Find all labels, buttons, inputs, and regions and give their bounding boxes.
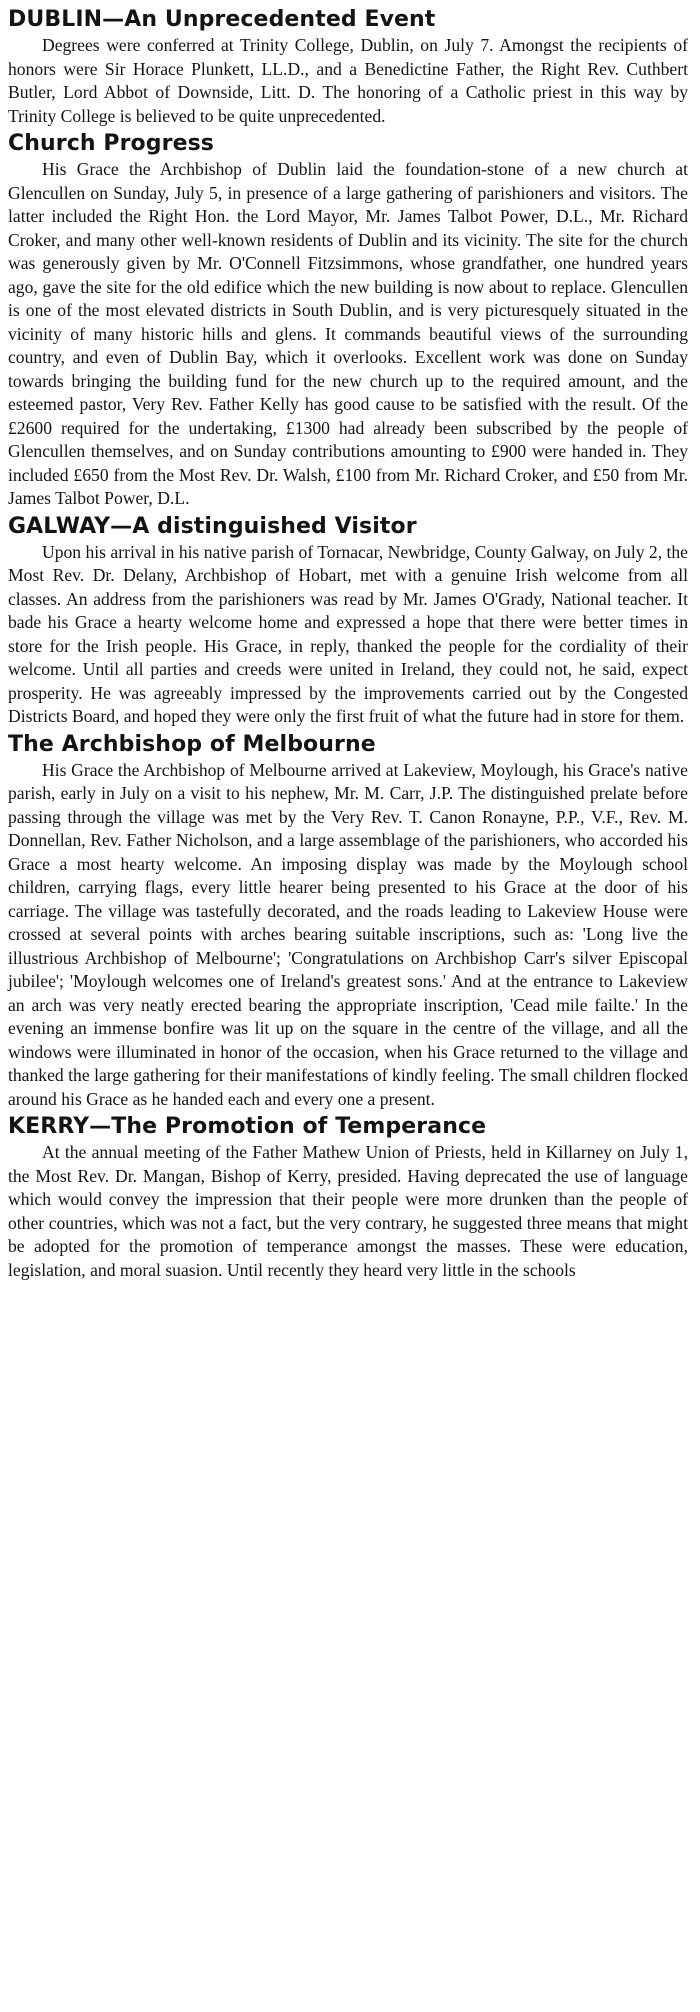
article-body: At the annual meeting of the Father Mathew Union of Priests, held in Killarney on July 1, the Most Rev. Dr. Mangan, Bishop of Kerry, presided. Having deprecated the use of language which would convey the impression that their people were more drunken than the people of other countries, which was not a fact, but the very contrary, he suggested three means that might be adopted for the promotion of temperance amongst the masses. These were education, legislation, and moral suasion. Until recently they heard very little in the schools: [8, 1142, 688, 1280]
article-heading: Church Progress: [8, 131, 214, 156]
article-dublin: [8, 6, 688, 128]
article-archbishop-melbourne: [8, 731, 688, 1112]
article-heading: KERRY—The Promotion of Temperance: [8, 1114, 487, 1139]
article-body: His Grace the Archbishop of Melbourne arrived at Lakeview, Moylough, his Grace's native parish, early in July on a visit to his nephew, Mr. M. Carr, J.P. The distinguished prelate before passing through the village was met by the Very Rev. T. Canon Ronayne, P.P., V.F., Rev. M. Donnellan, Rev. Father Nicholson, and a large assemblage of the parishioners, who accorded his Grace a most hearty welcome. An imposing display was made by the Moylough school children, carrying flags, every little hearer being presented to his Grace at the door of his carriage. The village was tastefully decorated, and the roads leading to Lakeview House were crossed at several points with arches bearing suitable inscriptions, such as: 'Long live the illustrious Archbishop of Melbourne'; 'Congratulations on Archbishop Carr's silver Episcopal jubilee'; 'Moylough welcomes one of Ireland's greatest sons.' And at the entrance to Lakeview an arch was very neatly erected bearing the appropriate inscription, 'Cead mile failte.' In the evening an immense bonfire was lit up on the square in the centre of the village, and all the windows were illuminated in honor of the occasion, when his Grace returned to the village and thanked the large gathering for their manifestations of kindly feeling. The small children flocked around his Grace as he handed each and every one a present.: [8, 759, 688, 1109]
article-heading: The Archbishop of Melbourne: [8, 731, 376, 757]
article-heading: GALWAY—A distinguished Visitor: [8, 513, 417, 539]
article-church-progress: [8, 130, 688, 511]
article-body: Upon his arrival in his native parish of Tornacar, Newbridge, County Galway, on July 2, the Most Rev. Dr. Delany, Archbishop of Hobart, met with a genuine Irish welcome from all classes. An address from the parishioners was read by Mr. James O'Grady, National teacher. It bade his Grace a hearty welcome home and expressed a hope that there were better times in store for the Irish people. His Grace, in reply, thanked the people for the cordiality of their welcome. Until all parties and creeds were united in Ireland, they could not, he said, expect prosperity. He was agreeably impressed by the improvements carried out by the Congested Districts Board, and hoped they were only the first fruit of what the future had in store for them.: [8, 541, 688, 726]
article-kerry: [8, 1113, 688, 1282]
article-heading: DUBLIN—An Unprecedented Event: [8, 7, 436, 32]
article-body: His Grace the Archbishop of Dublin laid the foundation-stone of a new church at Glencullen on Sunday, July 5, in presence of a large gathering of parishioners and visitors. The latter included the Right Hon. the Lord Mayor, Mr. James Talbot Power, D.L., Mr. Richard Croker, and many other well-known residents of Dublin and its vicinity. The site for the church was generously given by Mr. O'Connell Fitzsimmons, whose grandfather, one hundred years ago, gave the site for the old edifice which the new building is now about to replace. Glencullen is one of the most elevated districts in South Dublin, and is very picturesquely situated in the vicinity of many historic hills and glens. It commands beautiful views of the surrounding country, and even of Dublin Bay, which it overlooks. Excellent work was done on Sunday towards bringing the building fund for the new church up to the required amount, and the esteemed pastor, Very Rev. Father Kelly has good cause to be satisfied with the result. Of the £2600 required for the undertaking, £1300 had already been subscribed by the people of Glencullen themselves, and on Sunday contributions amounting to £900 were handed in. They included £650 from the Most Rev. Dr. Walsh, £100 from Mr. Richard Croker, and £50 from Mr. James Talbot Power, D.L.: [8, 159, 688, 508]
article-body: Degrees were conferred at Trinity College, Dublin, on July 7. Amongst the recipients of honors were Sir Horace Plunkett, LL.D., and a Benedictine Father, the Right Rev. Cuthbert Butler, Lord Abbot of Downside, Litt. D. The honoring of a Catholic priest in this way by Trinity College is believed to be quite unprecedented.: [8, 35, 688, 126]
article-galway: [8, 513, 688, 729]
